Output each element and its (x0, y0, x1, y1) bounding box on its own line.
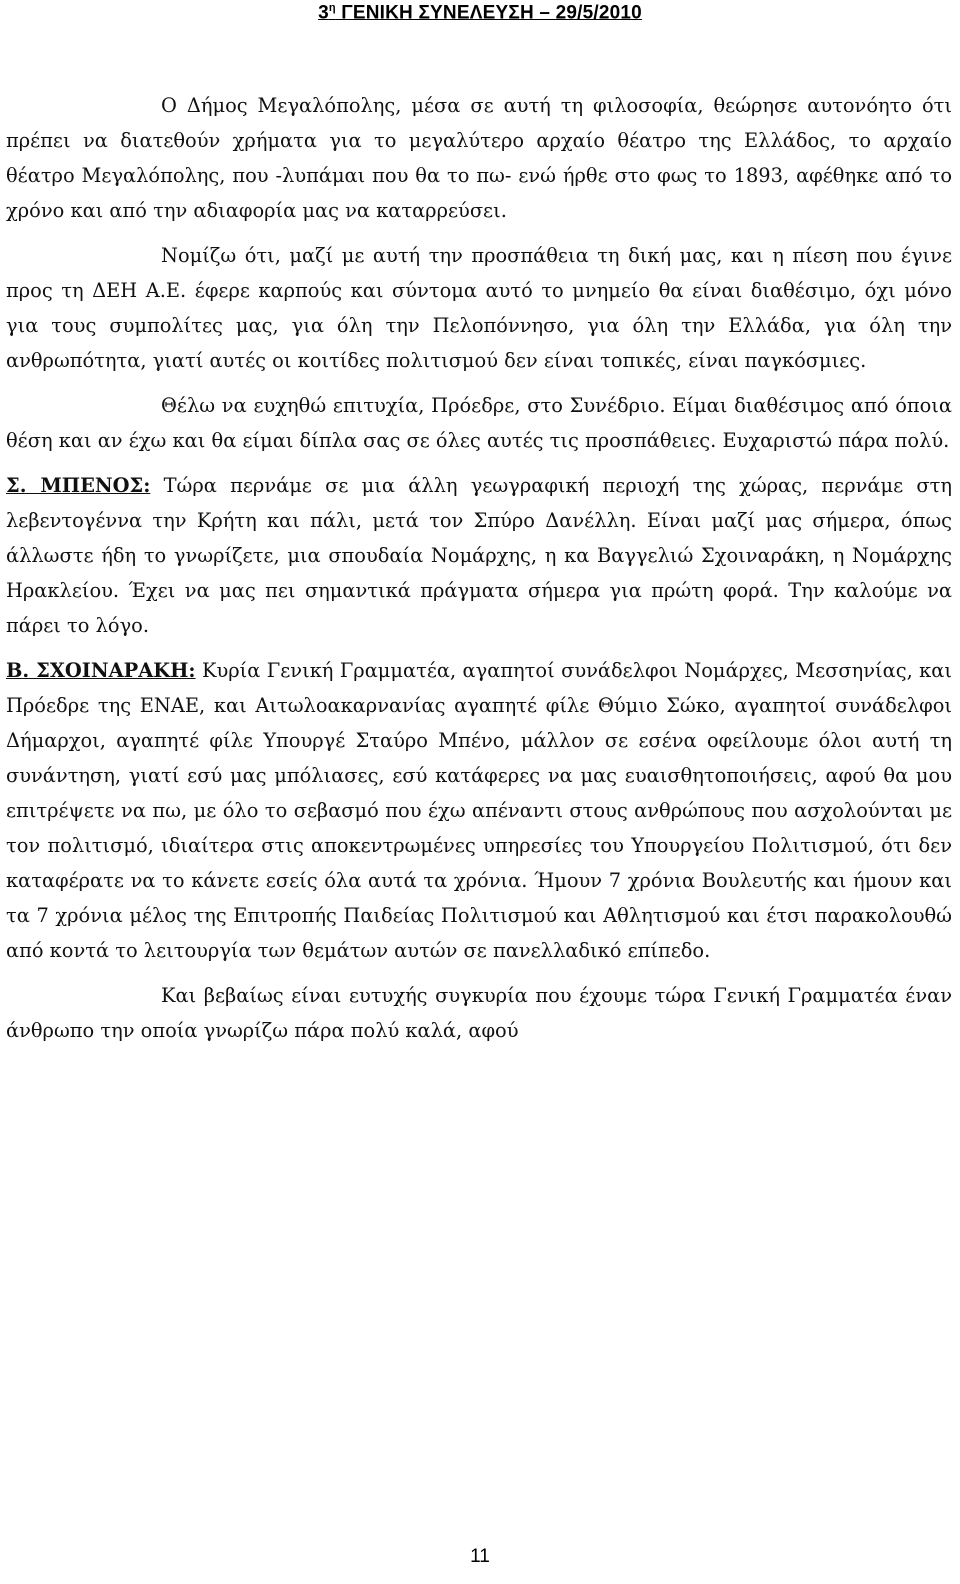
paragraph: Νομίζω ότι, μαζί με αυτή την προσπάθεια τη δική μας, και η πίεση που έγινε προς τη ΔΕΗ Α.Ε. έφερε καρπούς και σύντομα αυτό το μνημείο θα είναι διαθέσιμο, όχι μόνο για τους συμπολίτες μας, για όλη την Πελοπόννησο, για όλη την Ελλάδα, για όλη την ανθρωπότητα, γιατί αυτές οι κοιτίδες πολιτισμού δεν είναι τοπικές, είναι παγκόσμιες. (6, 244, 952, 372)
speaker-name: Σ. ΜΠΕΝΟΣ: (6, 474, 151, 497)
speaker-name: Β. ΣΧΟΙΝΑΡΑΚΗ: (6, 659, 196, 682)
page-number: 11 (470, 1546, 490, 1567)
speaker-text: Κυρία Γενική Γραμματέα, αγαπητοί συνάδελφοι Νομάρχες, Μεσσηνίας, και Πρόεδρε της ΕΝΑΕ, και Αιτωλοακαρνανίας αγαπητέ φίλε Θύμιο Σώκο, αγαπητοί συνάδελφοι Δήμαρχοι, αγαπητέ φίλε Υπουργέ Σταύρο Μπένο, μάλλον σε εσένα οφείλουμε όλοι αυτή τη συνάντηση, γιατί εσύ μας μπόλιασες, εσύ κατάφερες να μας ευαισθητοποιήσεις, αφού θα μου επιτρέψετε να πω, με όλο το σεβασμό που έχω απέναντι στους ανθρώπους που ασχολούνται με τον πολιτισμό, ιδιαίτερα στις αποκεντρωμένες υπηρεσίες του Υπουργείου Πολιτισμού, ότι δεν καταφέρατε να το κάνετε εσείς όλα αυτά τα χρόνια. Ήμουν 7 χρόνια Βουλευτής και ήμουν και τα 7 χρόνια μέλος της Επιτροπής Παιδείας Πολιτισμού και Αθλητισμού και έτσι παρακολουθώ από κοντά το λειτουργία των θεμάτων αυτών σε πανελλαδικό επίπεδο. (6, 659, 952, 962)
speaker-text: Τώρα περνάμε σε μια άλλη γεωγραφική περιοχή της χώρας, περνάμε στη λεβεντογέννα την Κρήτη και πάλι, μετά τον Σπύρο Δανέλλη. Είναι μαζί μας σήμερα, όπως άλλωστε ήδη το γνωρίζετε, μια σπουδαία Νομάρχης, η κα Βαγγελιώ Σχοιναράκη, η Νομάρχης Ηρακλείου. Έχει να μας πει σημαντικά πράγματα σήμερα για πρώτη φορά. Την καλούμε να πάρει το λόγο. (6, 474, 952, 637)
speaker-paragraph (6, 653, 952, 968)
page-header (0, 2, 960, 24)
header-number: 3 (318, 2, 329, 24)
paragraph: Ο Δήμος Μεγαλόπολης, μέσα σε αυτή τη φιλοσοφία, θεώρησε αυτονόητο ότι πρέπει να διατεθούν χρήματα για το μεγαλύτερο αρχαίο θέατρο της Ελλάδος, το αρχαίο θέατρο Μεγαλόπολης, που -λυπάμαι που θα το πω- ενώ ήρθε στο φως το 1893, αφέθηκε από το χρόνο και από την αδιαφορία μας να καταρρεύσει. (6, 94, 952, 222)
document-body (6, 88, 952, 1048)
speaker-paragraph (6, 468, 952, 643)
header-superscript: η (328, 2, 336, 14)
paragraph: Θέλω να ευχηθώ επιτυχία, Πρόεδρε, στο Συνέδριο. Είμαι διαθέσιμος από όποια θέση και αν έχω και θα είμαι δίπλα σας σε όλες αυτές τις προσπάθειες. Ευχαριστώ πάρα πολύ. (6, 394, 952, 452)
header-title: ΓΕΝΙΚΗ ΣΥΝΕΛΕΥΣΗ – 29/5/2010 (335, 2, 642, 24)
paragraph: Και βεβαίως είναι ευτυχής συγκυρία που έχουμε τώρα Γενική Γραμματέα έναν άνθρωπο την οποία γνωρίζω πάρα πολύ καλά, αφού (6, 984, 952, 1042)
